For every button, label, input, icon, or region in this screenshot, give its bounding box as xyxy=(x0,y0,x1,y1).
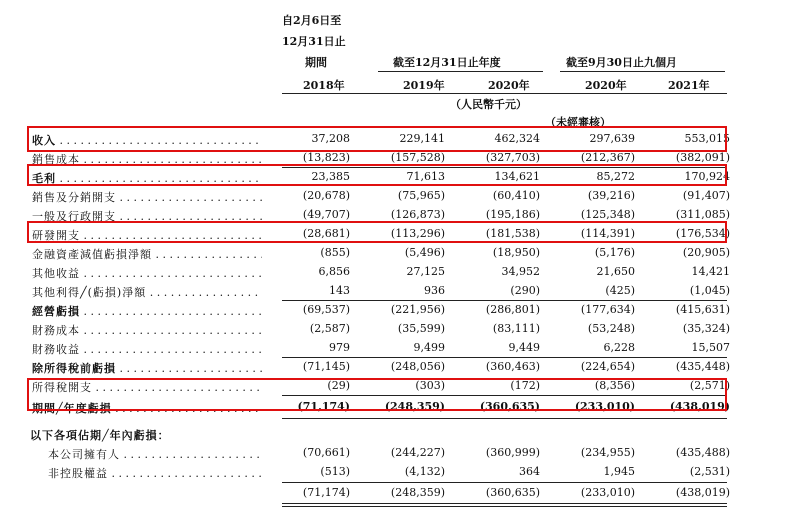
row-label: 財務成本 . . . xyxy=(32,322,262,338)
row-value: (233,010) xyxy=(574,400,635,413)
row-value: (248,359) xyxy=(384,400,445,413)
row-value: (425) xyxy=(605,284,635,297)
row-value: (113,296) xyxy=(390,227,445,240)
table-row-non-controlling xyxy=(0,463,800,482)
row-label: 其他利得╱(虧損)淨額 . . . xyxy=(32,284,262,300)
row-value: (244,227) xyxy=(390,446,445,459)
row-value: (435,448) xyxy=(675,360,730,373)
row-value: (212,367) xyxy=(580,151,635,164)
row-value: (20,678) xyxy=(302,189,350,202)
row-value: (91,407) xyxy=(682,189,730,202)
total-double-rule xyxy=(282,418,727,419)
row-value: 6,228 xyxy=(603,341,635,354)
row-label: 財務收益 . . . xyxy=(32,341,262,357)
row-value: (360,463) xyxy=(485,360,540,373)
row-value: 170,924 xyxy=(684,170,730,183)
row-value: (221,956) xyxy=(390,303,445,316)
row-value: (290) xyxy=(510,284,540,297)
row-value: (435,488) xyxy=(675,446,730,459)
row-value: (8,356) xyxy=(594,379,635,392)
row-value: 27,125 xyxy=(406,265,445,278)
row-value: (13,823) xyxy=(302,151,350,164)
attribution-heading-row xyxy=(0,425,800,444)
subtotal-rule xyxy=(282,482,727,483)
year-header-2019: 2019年 xyxy=(403,79,445,92)
table-row-operating-loss xyxy=(0,301,800,320)
table-row-loss-before-tax xyxy=(0,358,800,377)
row-value: (181,538) xyxy=(485,227,540,240)
row-value: 9,449 xyxy=(508,341,540,354)
row-value: 979 xyxy=(329,341,350,354)
row-label: 毛利 . . . xyxy=(32,170,262,186)
total-double-rule xyxy=(282,506,727,507)
row-label: 銷售及分銷開支 . . . xyxy=(32,189,262,205)
row-value: (224,654) xyxy=(580,360,635,373)
row-value: (39,216) xyxy=(587,189,635,202)
row-value: (172) xyxy=(510,379,540,392)
col1-header-line2: 12月31日止 xyxy=(282,35,346,48)
row-value: 143 xyxy=(329,284,350,297)
row-label: 非控股權益 . . . xyxy=(48,465,262,481)
row-value: (125,348) xyxy=(580,208,635,221)
row-label: 一般及行政開支 . . . xyxy=(32,208,262,224)
row-value: (2,531) xyxy=(689,465,730,478)
row-label: 期間╱年度虧損 . . . xyxy=(32,400,262,416)
row-value: (327,703) xyxy=(485,151,540,164)
row-value: (382,091) xyxy=(675,151,730,164)
row-value: (177,634) xyxy=(580,303,635,316)
highlight-box-revenue xyxy=(27,126,727,152)
table-row-finance-costs xyxy=(0,320,800,339)
row-label: 收入 . . . xyxy=(32,132,262,148)
total-double-rule xyxy=(282,503,727,504)
row-value: (2,571) xyxy=(689,379,730,392)
row-value: (71,174) xyxy=(302,486,350,499)
highlight-box-rnd xyxy=(27,221,727,243)
row-label: 本公司擁有人 . . . xyxy=(48,446,262,462)
row-value: (53,248) xyxy=(587,322,635,335)
year-header-2020-nine: 2020年 xyxy=(585,79,627,92)
row-value: 21,650 xyxy=(596,265,635,278)
table-row-impairment xyxy=(0,244,800,263)
year-group-header: 截至12月31日止年度 xyxy=(393,56,501,69)
row-value: 15,507 xyxy=(691,341,730,354)
row-value: 9,499 xyxy=(413,341,445,354)
row-value: 364 xyxy=(519,465,540,478)
col1-header-line3: 期間 xyxy=(305,56,327,69)
row-value: (35,324) xyxy=(682,322,730,335)
row-value: 1,945 xyxy=(603,465,635,478)
row-value: (75,965) xyxy=(397,189,445,202)
row-value: (157,528) xyxy=(390,151,445,164)
nine-month-group-header: 截至9月30日止九個月 xyxy=(566,56,677,69)
row-value: (303) xyxy=(415,379,445,392)
row-value: (1,045) xyxy=(689,284,730,297)
row-value: 936 xyxy=(424,284,445,297)
nine-month-group-underline xyxy=(560,71,725,72)
row-value: 23,385 xyxy=(311,170,350,183)
unaudited-note: （未經審核） xyxy=(545,116,611,129)
table-row-owners xyxy=(0,444,800,463)
row-value: (233,010) xyxy=(580,486,635,499)
row-value: (49,707) xyxy=(302,208,350,221)
row-value: (2,587) xyxy=(309,322,350,335)
row-value: (69,537) xyxy=(302,303,350,316)
row-value: (415,631) xyxy=(675,303,730,316)
row-value: 134,621 xyxy=(494,170,540,183)
table-row-other-income xyxy=(0,263,800,282)
row-value: 553,015 xyxy=(684,132,730,145)
row-value: 37,208 xyxy=(311,132,350,145)
row-value: 14,421 xyxy=(691,265,730,278)
row-value: (855) xyxy=(320,246,350,259)
row-value: 85,272 xyxy=(596,170,635,183)
row-value: (234,955) xyxy=(580,446,635,459)
row-value: (248,359) xyxy=(390,486,445,499)
row-value: (513) xyxy=(320,465,350,478)
row-value: (5,176) xyxy=(594,246,635,259)
currency-note: （人民幣千元） xyxy=(450,98,527,111)
year-header-2018: 2018年 xyxy=(303,79,345,92)
row-value: (71,145) xyxy=(302,360,350,373)
row-value: (438,019) xyxy=(675,486,730,499)
attribution-heading: 以下各項佔期╱年內虧損： xyxy=(30,429,170,442)
row-value: (83,111) xyxy=(492,322,540,335)
row-value: (248,056) xyxy=(390,360,445,373)
row-value: (311,085) xyxy=(675,208,730,221)
row-value: 6,856 xyxy=(318,265,350,278)
row-value: (360,635) xyxy=(485,486,540,499)
year-header-2021-nine: 2021年 xyxy=(668,79,710,92)
row-value: (360,635) xyxy=(479,400,540,413)
row-value: 297,639 xyxy=(589,132,635,145)
row-value: 462,324 xyxy=(494,132,540,145)
table-row-selling-expenses xyxy=(0,187,800,206)
table-row-attribution-total xyxy=(0,484,800,503)
year-group-underline xyxy=(378,71,543,72)
row-label: 其他收益 . . . xyxy=(32,265,262,281)
row-label: 經營虧損 . . . xyxy=(32,303,262,319)
row-label: 金融資產減值虧損淨額 . . . xyxy=(32,246,262,262)
row-value: 71,613 xyxy=(406,170,445,183)
row-value: (18,950) xyxy=(492,246,540,259)
row-value: (195,186) xyxy=(485,208,540,221)
row-value: (29) xyxy=(327,379,350,392)
year-header-2020: 2020年 xyxy=(488,79,530,92)
row-label: 除所得稅前虧損 . . . xyxy=(32,360,262,376)
col1-header-line1: 自2月6日至 xyxy=(282,14,342,27)
row-value: (4,132) xyxy=(404,465,445,478)
highlight-box-gross-profit xyxy=(27,164,727,186)
row-value: (5,496) xyxy=(404,246,445,259)
row-value: (35,599) xyxy=(397,322,445,335)
row-label: 銷售成本 . . . xyxy=(32,151,262,167)
row-label: 研發開支 . . . xyxy=(32,227,262,243)
row-value: (176,534) xyxy=(675,227,730,240)
highlight-box-period-loss xyxy=(27,378,727,411)
row-value: (438,019) xyxy=(669,400,730,413)
row-value: (71,174) xyxy=(297,400,350,413)
row-value: (126,873) xyxy=(390,208,445,221)
row-value: (286,801) xyxy=(485,303,540,316)
row-value: (60,410) xyxy=(492,189,540,202)
year-header-underline xyxy=(282,93,727,94)
row-value: 229,141 xyxy=(399,132,445,145)
row-value: (360,999) xyxy=(485,446,540,459)
row-value: (70,661) xyxy=(302,446,350,459)
row-value: (20,905) xyxy=(682,246,730,259)
table-row-finance-income xyxy=(0,339,800,358)
row-value: (28,681) xyxy=(302,227,350,240)
row-value: 34,952 xyxy=(501,265,540,278)
row-value: (114,391) xyxy=(580,227,635,240)
table-row-other-gains xyxy=(0,282,800,301)
row-label: 所得稅開支 . . . xyxy=(32,379,262,395)
